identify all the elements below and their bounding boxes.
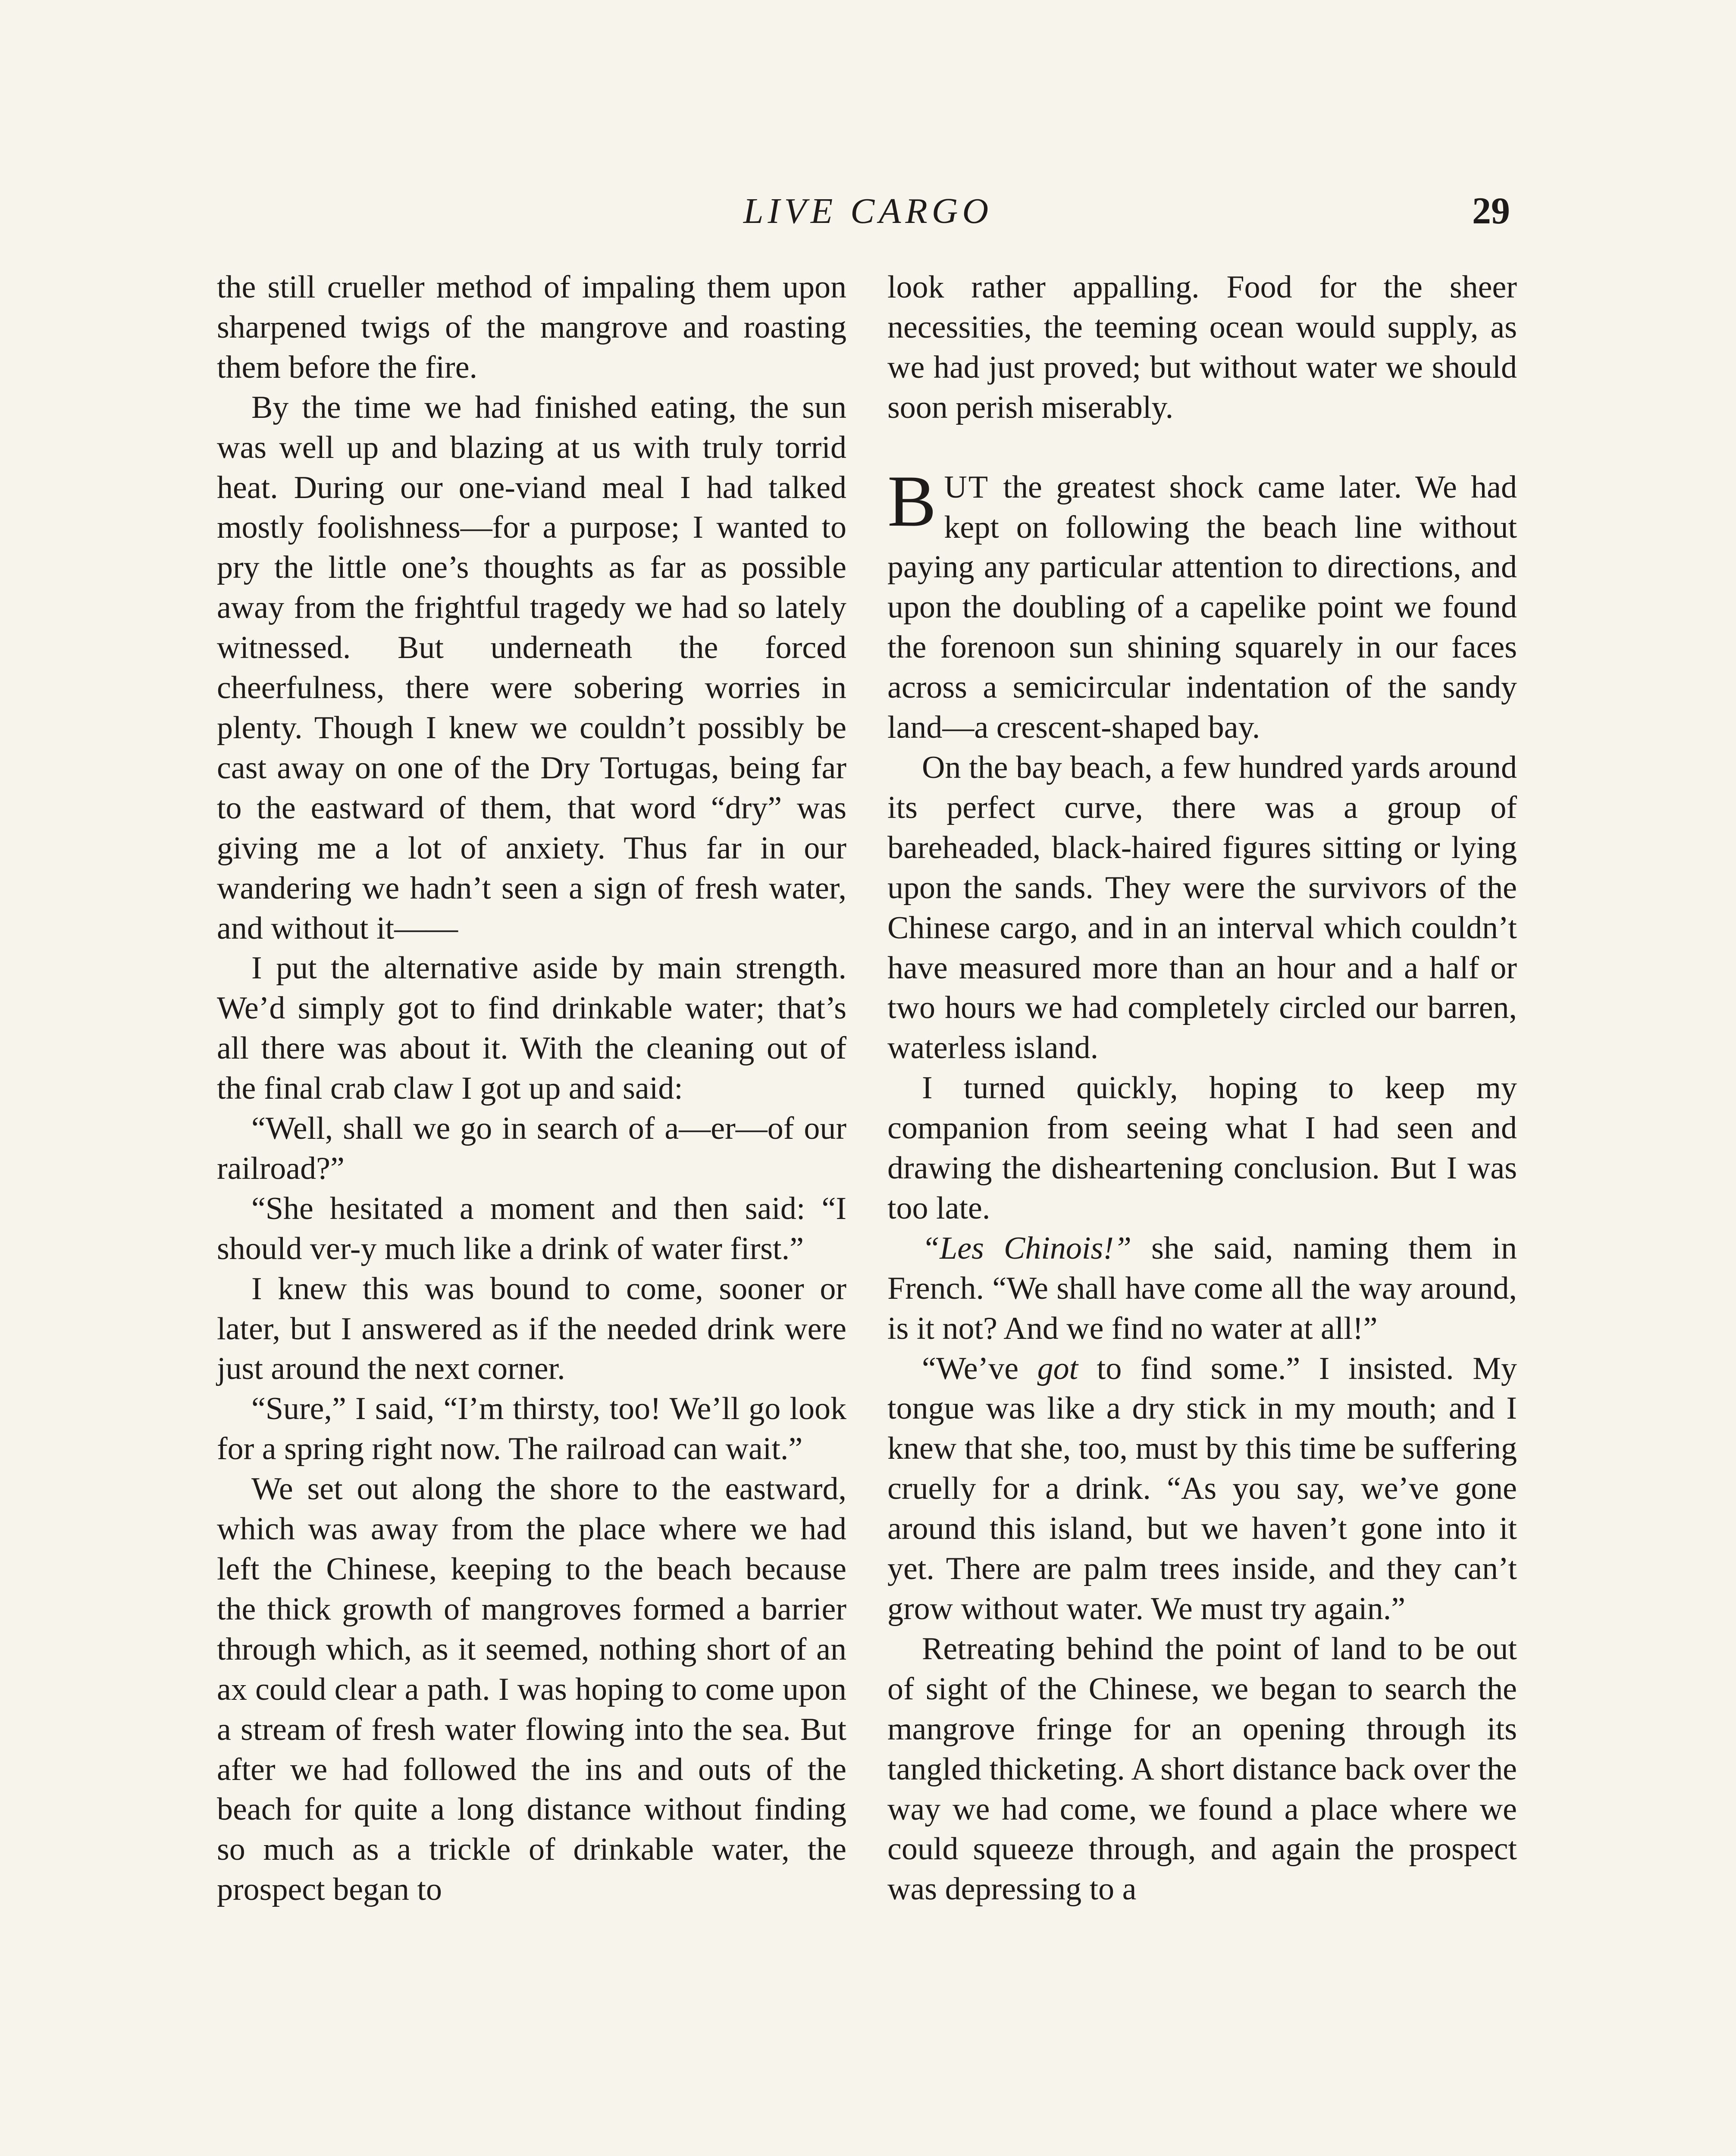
paragraph-text: the greatest shock came later. We had kept on following the beach line without paying any particular attention to directions, and upon the doubling of a capelike point we found the forenoon sun shining squarely in our faces across a semicircular indentation of the sandy land—a crescent-shaped bay. bbox=[887, 469, 1517, 746]
paragraph: I put the alternative aside by main strength. We’d simply got to find drinkable water; that’s all there was about it. With the cleaning out of the final crab claw I got up and said: bbox=[217, 950, 846, 1106]
text-column-left bbox=[217, 267, 846, 1910]
paragraph: Retreating behind the point of land to be out of sight of the Chinese, we began to search the mangrove fringe for an opening through its tangled thicketing. A short distance back over the way we had come, we found a place where we could squeeze through, and again the prospect was depressing to a bbox=[887, 1631, 1517, 1907]
paragraph bbox=[887, 1228, 1517, 1349]
paragraph: “Well, shall we go in search of a—er—of our railroad?” bbox=[217, 1111, 846, 1186]
italic-word: got bbox=[1037, 1351, 1078, 1386]
paragraph-text: to find some.” I insisted. My tongue was like a dry stick in my mouth; and I knew that she, too, must by this time be suffering cruelly for a drink. “As you say, we’ve gone around this island, but we haven’t gone into it yet. There are palm trees inside, and they can’t grow without water. We must try again.” bbox=[887, 1351, 1517, 1626]
paragraph: look rather appalling. Food for the sheer necessities, the teeming ocean would supply, as we had just proved; but without water we should soon perish miserably. bbox=[887, 270, 1517, 425]
italic-phrase: “Les Chinois!” bbox=[922, 1230, 1132, 1266]
paragraph bbox=[887, 1349, 1517, 1629]
section-opening-paragraph bbox=[887, 460, 1517, 748]
paragraph: I knew this was bound to come, sooner or later, but I answered as if the needed drink were just around the next corner. bbox=[217, 1271, 846, 1387]
paragraph-text: she said, naming them in French. “We shall have come all the way around, is it not? And we find no water at all!” bbox=[887, 1230, 1517, 1346]
paragraph: the still crueller method of impaling them upon sharpened twigs of the mangrove and roasting them before the fire. bbox=[217, 270, 846, 385]
paragraph: I turned quickly, hoping to keep my companion from seeing what I had seen and drawing the disheartening conclusion. But I was too late. bbox=[887, 1070, 1517, 1226]
paragraph: “Sure,” I said, “I’m thirsty, too! We’ll go look for a spring right now. The railroad can wait.” bbox=[217, 1391, 846, 1467]
text-column-right bbox=[887, 267, 1517, 1909]
paragraph: We set out along the shore to the eastward, which was away from the place where we had left the Chinese, keeping to the beach because the thick growth of mangroves formed a barrier through which, as it seemed, nothing short of an ax could clear a path. I was hoping to come upon a stream of fresh water flowing into the sea. But after we had followed the ins and outs of the beach for quite a long distance without finding so much as a trickle of drinkable water, the prospect began to bbox=[217, 1471, 846, 1908]
paragraph: By the time we had finished eating, the sun was well up and blazing at us with truly torrid heat. During our one-viand meal I had talked mostly foolishness—for a purpose; I wanted to pry the little one’s thoughts as far as possible away from the frightful tragedy we had so lately witnessed. But underneath the forced cheerfulness, there were sobering worries in plenty. Though I knew we couldn’t possibly be cast away on one of the Dry Tortugas, being far to the eastward of them, that word “dry” was giving me a lot of anxiety. Thus far in our wandering we hadn’t seen a sign of fresh water, and without it—— bbox=[217, 389, 846, 946]
small-caps-lead: UT bbox=[944, 469, 990, 505]
paragraph: On the bay beach, a few hundred yards around its perfect curve, there was a group of bareheaded, black-haired figures sitting or lying upon the sands. They were the survivors of the Chinese cargo, and in an interval which couldn’t have measured more than an hour and a half or two hours we had completely circled our barren, waterless island. bbox=[887, 749, 1517, 1066]
running-title: LIVE CARGO bbox=[743, 191, 993, 231]
drop-cap: B bbox=[887, 460, 937, 542]
paragraph-text: “We’ve bbox=[922, 1351, 1037, 1386]
page-number: 29 bbox=[1472, 190, 1510, 232]
paragraph: “She hesitated a moment and then said: “I should ver-y much like a drink of water first.” bbox=[217, 1191, 846, 1266]
